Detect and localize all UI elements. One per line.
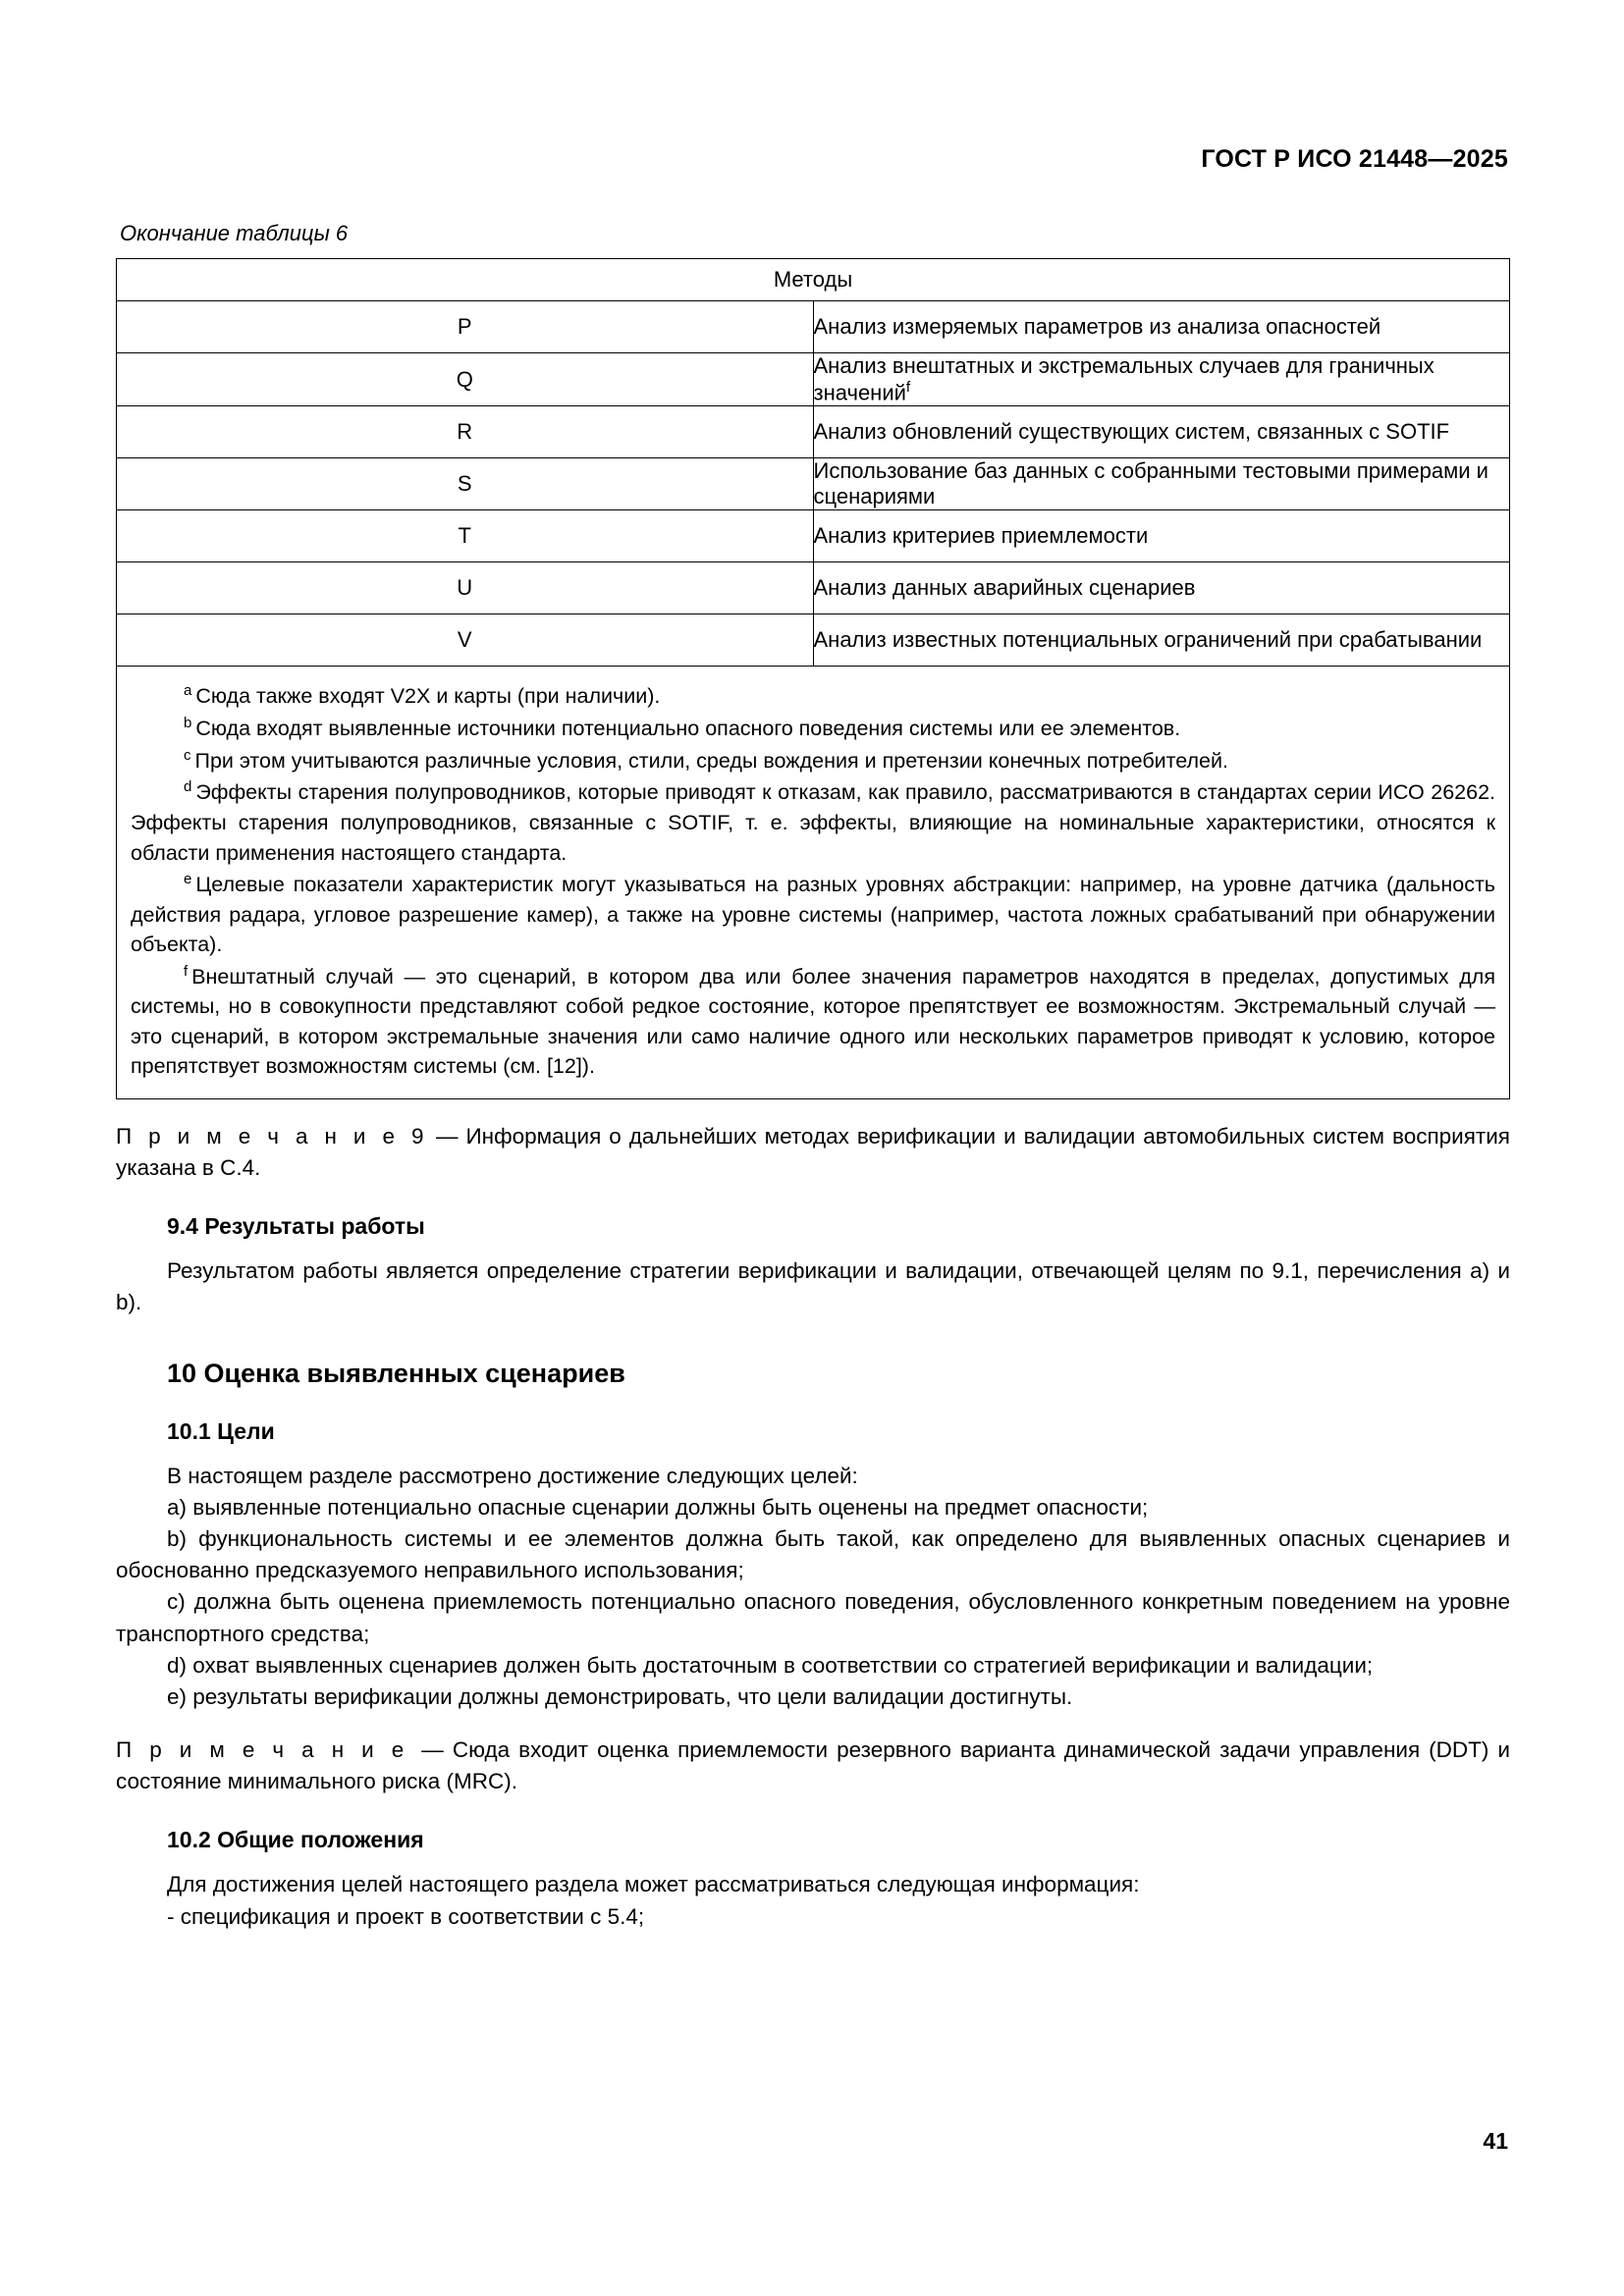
note-9-text: — Информация о дальнейших методах верификации и валидации автомобильных систем восприятия указана в С.4.	[116, 1123, 1510, 1181]
footnote-text: Сюда входят выявленные источники потенциально опасного поведения системы или ее элементов.	[195, 717, 1181, 741]
footnote-text: Внештатный случай — это сценарий, в котором два или более значения параметров находятся в пределах, допустимых для системы, но в совокупности представляют собой редкое состояние, которое препятствует ее возможностям. Экстремальный случай — это сценарий, в котором экстремальные значения или само наличие одного или нескольких параметров приводят к условию, которое препятствует возможностям системы (см. [12]).	[131, 964, 1495, 1079]
row-letter: U	[117, 562, 814, 614]
table-column-header: Методы	[117, 259, 1510, 301]
table-header-row	[117, 259, 1510, 301]
footnote-item	[131, 745, 1495, 776]
heading-9-4: 9.4 Результаты работы	[167, 1213, 425, 1240]
row-text	[813, 353, 1510, 406]
heading-10-1: 10.1 Цели	[167, 1417, 275, 1444]
footnote-mark: c	[184, 746, 191, 764]
table-footnotes-row	[117, 667, 1510, 1099]
methods-table	[116, 258, 1510, 1099]
footnote-mark: f	[184, 962, 189, 980]
table-row	[117, 406, 1510, 458]
row-text-label: Анализ внештатных и экстремальных случаев для граничных значений	[813, 353, 1435, 405]
footnote-text: Эффекты старения полупроводников, которые приводят к отказам, как правило, рассматриваются в стандартах серии ИСО 26262. Эффекты старения полупроводников, связанные с SOTIF, т. е. эффекты, влияющие на номинальные характеристики, относятся к области применения настоящего стандарта.	[131, 780, 1495, 865]
table-row	[117, 301, 1510, 353]
footnote-text: Целевые показатели характеристик могут указываться на разных уровнях абстракции: например, на уровне датчика (дальность действия радара, угловое разрешение камер), а также на уровне системы (например, частота ложных срабатываний при обнаружении объекта).	[131, 873, 1495, 957]
row-text: Анализ измеряемых параметров из анализа опасностей	[813, 301, 1510, 353]
list-item: e) результаты верификации должны демонстрировать, что цели валидации достигнуты.	[167, 1683, 1073, 1709]
note-9-label: П р и м е ч а н и е 9	[116, 1123, 428, 1148]
table-caption: Окончание таблицы 6	[120, 221, 349, 245]
paragraph-10-1-intro: В настоящем разделе рассмотрено достижение следующих целей:	[167, 1463, 858, 1488]
row-footnote-mark: f	[905, 379, 911, 396]
list-item: c) должна быть оценена приемлемость потенциально опасного поведения, обусловленного конкретным поведением на уровне транспортного средства;	[116, 1589, 1510, 1646]
note-9	[116, 1121, 1510, 1184]
footnote-item	[131, 869, 1495, 960]
row-text: Анализ известных потенциальных ограничений при срабатывании	[813, 614, 1510, 667]
row-text: Анализ критериев приемлемости	[813, 510, 1510, 562]
footnote-mark: b	[184, 715, 192, 731]
footnote-item	[131, 713, 1495, 744]
footnote-mark: e	[184, 871, 192, 888]
row-text: Анализ данных аварийных сценариев	[813, 562, 1510, 614]
row-text: Использование баз данных с собранными тестовыми примерами и сценариями	[813, 458, 1510, 510]
table-row	[117, 510, 1510, 562]
paragraph-9-4: Результатом работы является определение стратегии верификации и валидации, отвечающей целям по 9.1, перечисления a) и b).	[116, 1258, 1510, 1315]
footnote-text: Сюда также входят V2X и карты (при наличии).	[195, 684, 661, 709]
row-letter: T	[117, 510, 814, 562]
row-letter: V	[117, 614, 814, 667]
footnote-item	[131, 680, 1495, 712]
note-10-1	[116, 1735, 1510, 1797]
list-item: b) функциональность системы и ее элементов должна быть такой, как определено для выявленных опасных сценариев и обоснованно предсказуемого неправильного использования;	[116, 1526, 1510, 1583]
list-item: - спецификация и проект в соответствии с 5.4;	[167, 1903, 645, 1929]
heading-10-2: 10.2 Общие положения	[167, 1827, 424, 1853]
footnote-item	[131, 961, 1495, 1082]
table-row	[117, 458, 1510, 510]
list-item: d) охват выявленных сценариев должен быть достаточным в соответствии со стратегией верификации и валидации;	[167, 1652, 1374, 1678]
row-letter: S	[117, 458, 814, 510]
note-10-1-label: П р и м е ч а н и е	[116, 1737, 422, 1763]
footnote-text: При этом учитываются различные условия, стили, среды вождения и претензии конечных потребителей.	[194, 748, 1229, 773]
table-row	[117, 614, 1510, 667]
list-item: a) выявленные потенциально опасные сценарии должны быть оценены на предмет опасности;	[167, 1494, 1149, 1520]
row-letter: P	[117, 301, 814, 353]
table-row	[117, 562, 1510, 614]
page-header: ГОСТ Р ИСО 21448—2025	[1201, 145, 1508, 173]
page-content	[116, 221, 1510, 1933]
footnote-item	[131, 776, 1495, 868]
footnote-mark: a	[184, 682, 192, 700]
note-10-1-text: — Сюда входит оценка приемлемости резервного варианта динамической задачи управления (DDT) и состояние минимального риска (MRC).	[116, 1737, 1510, 1794]
row-letter: R	[117, 406, 814, 458]
page-number: 41	[1483, 2128, 1508, 2154]
footnote-mark: d	[184, 778, 192, 796]
row-text: Анализ обновлений существующих систем, связанных с SOTIF	[813, 406, 1510, 458]
paragraph-10-2-intro: Для достижения целей настоящего раздела может рассматриваться следующая информация:	[167, 1872, 1140, 1897]
heading-10: 10 Оценка выявленных сценариев	[167, 1358, 625, 1388]
footnotes-block	[117, 667, 1509, 1098]
table-row	[117, 353, 1510, 406]
row-letter: Q	[117, 353, 814, 406]
table-footnotes-cell	[117, 667, 1510, 1099]
